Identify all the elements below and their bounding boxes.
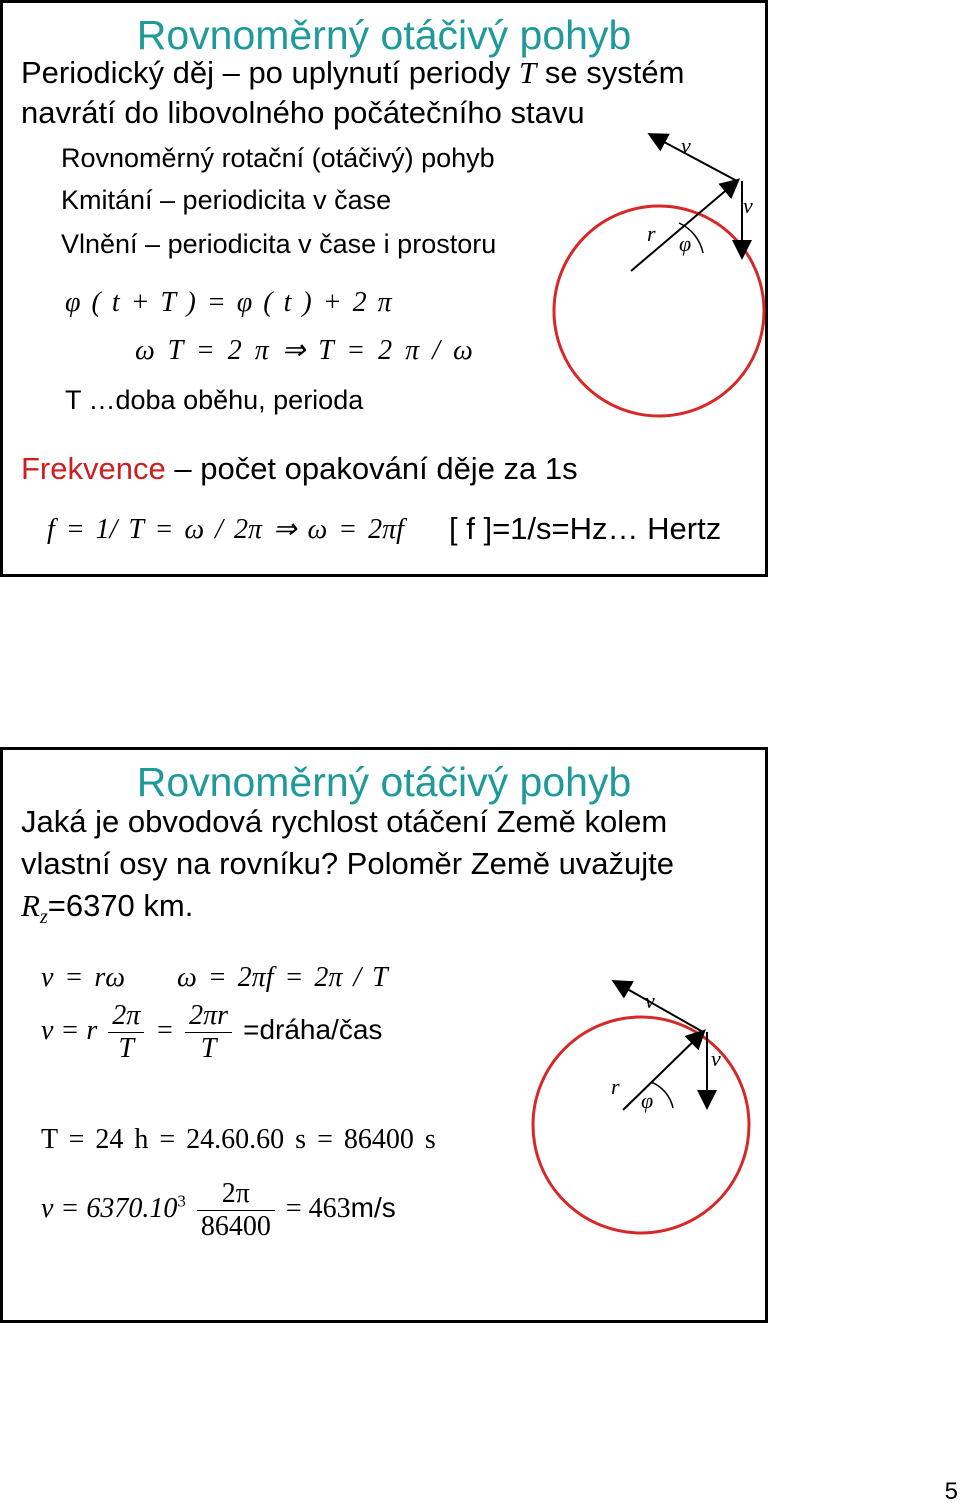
label-phi: φ [679,231,692,256]
label-r-2: r [611,1074,620,1099]
frequency-unit: [ f ]=1/s=Hz… Hertz [449,511,722,546]
slide-1-title: Rovnoměrný otáčivý pohyb [136,12,632,58]
bullet-rotation: Rovnoměrný rotační (otáčivý) pohyb [61,143,495,173]
equation-result: $v = 6370.10^3$ $\frac{2\pi}{86400}$ = 463m/s [41,1178,396,1242]
velocity-vector [651,135,737,181]
label-v-right: v [743,193,753,218]
frequency-line: Frekvence – počet opakování děje za 1s [21,451,578,486]
velocity-vector-2 [615,982,703,1032]
bullet-oscillation: Kmitání – periodicita v čase [61,185,392,215]
slide-1 [0,0,768,577]
period-symbol: T [519,55,537,90]
label-v-top: v [681,133,691,158]
rotation-diagram-1 [551,121,766,451]
slide-2-title: Rovnoměrný otáčivý pohyb [136,759,632,805]
intro-line-1: Periodický děj – po uplynutí periody T se systém [21,55,685,90]
trajectory-circle [554,206,764,416]
equation-period-seconds: T = 24 h = 24.60.60 s = 86400 s [41,1124,436,1155]
equation-periodicity: φ ( t + T ) = φ ( t ) + 2 π [65,287,392,318]
rotation-diagram-2 [523,970,763,1300]
label-phi-2: φ [641,1088,654,1113]
equation-v-r-omega: v = rω [41,962,125,993]
equation-omega: ω = 2πf = 2π / T [177,962,388,993]
equation-period: ω T = 2 π ⇒ T = 2 π / ω [135,335,473,366]
intro-line-2: navrátí do libovolného počátečního stavu [21,95,585,130]
label-v-top-2: v [645,988,655,1013]
label-r: r [647,221,656,246]
question-line-1: Jaká je obvodová rychlost otáčení Země kolem [21,804,668,839]
question-line-2: vlastní osy na rovníku? Poloměr Země uvažujte [21,846,675,881]
equation-v-fraction: v = r $\frac{2\pi}{T}$ = $\frac{2\pi r}{T}$ =dráha/čas [41,1000,383,1064]
equation-frequency: f = 1/ T = ω / 2π ⇒ ω = 2πf [47,514,404,545]
radius-symbol: $R_z$ [21,888,48,929]
page-number: 5 [944,1478,958,1505]
question-line-3: $R_z=6370$ km. [21,888,194,929]
radius-vector-2 [623,1032,703,1110]
label-v-right-2: v [711,1046,721,1071]
slide-2 [0,747,768,1323]
period-definition: T …doba oběhu, perioda [65,385,364,415]
bullet-waves: Vlnění – periodicita v čase i prostoru [61,229,497,259]
angle-arc-2 [651,1082,673,1108]
frequency-heading: Frekvence [21,451,166,486]
